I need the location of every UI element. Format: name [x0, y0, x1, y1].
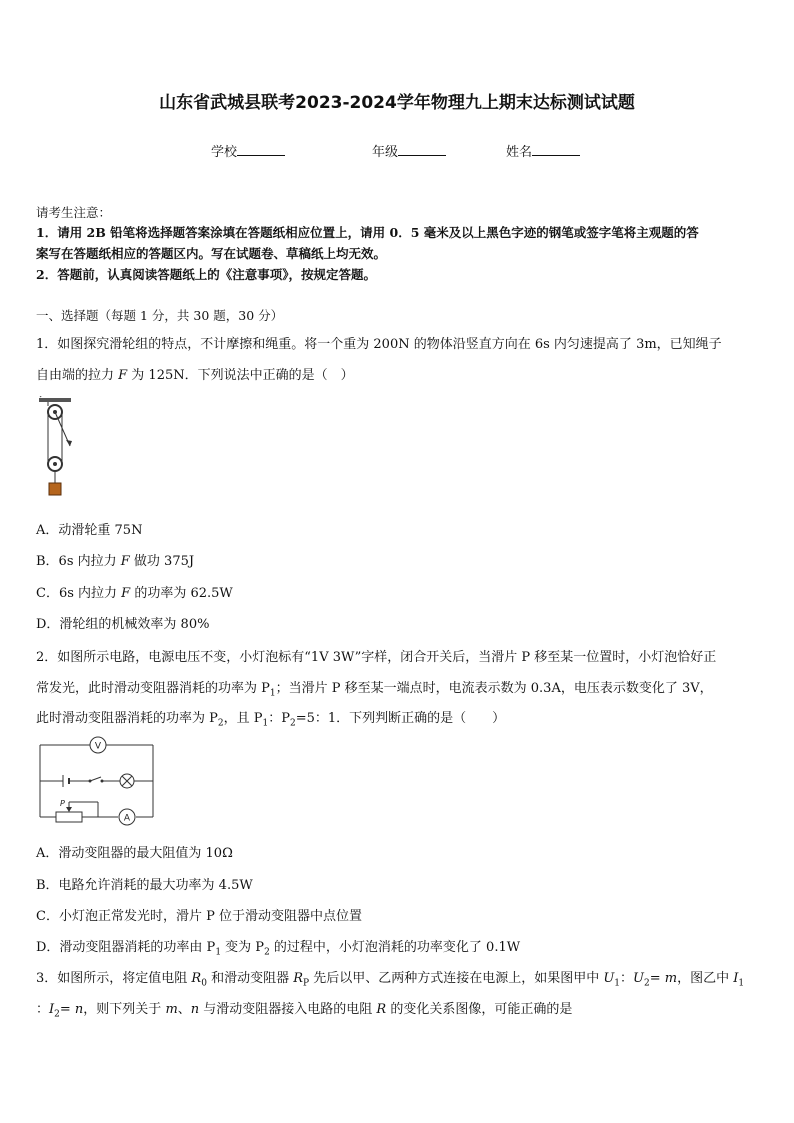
q2-option-d — [36, 936, 520, 958]
q2-line-3-text-d: =5：1．下列判断正确的是（ ） — [295, 711, 506, 726]
q1-option-c-text-a: C．6s 内拉力 — [36, 586, 122, 601]
page-title: 山东省武城县联考2023-2024学年物理九上期末达标测试试题 — [159, 93, 635, 113]
q2-line-3-text-a: 此时滑动变阻器消耗的功率为 P — [36, 711, 218, 726]
notice-line-3: 2．答题前，认真阅读答题纸上的《注意事项》，按规定答题。 — [36, 267, 376, 282]
q3-var-i1: I — [733, 971, 739, 986]
name-label: 姓名 — [506, 145, 533, 160]
q2-option-a: A．滑动变阻器的最大阻值为 10Ω — [36, 846, 233, 861]
grade-blank — [398, 143, 446, 156]
q2-option-d-text-c: 的过程中，小灯泡消耗的功率变化了 0.1W — [269, 940, 521, 955]
q3-var-r0-sub: 0 — [201, 978, 207, 989]
grade-label: 年级 — [372, 145, 399, 160]
q3-line-2-text-d: 、 — [177, 1002, 191, 1017]
notice-line-1: 1．请用 2B 铅笔将选择题答案涂填在答题纸相应位置上，请用 0．5 毫米及以上黑色字迹的钢笔或签字笔将主观题的答 — [36, 225, 699, 240]
q1-option-b-text-a: B．6s 内拉力 — [36, 554, 121, 569]
q2-line-2-text-b: ；当滑片 P 移至某一端点时，电流表示数为 0.3A，电压表示数变化了 3V， — [275, 681, 713, 696]
q1-text-b: 为 125N．下列说法中正确的是（ ） — [127, 368, 354, 383]
q3-text-e: = — [649, 971, 665, 986]
q2-option-d-sub-2: 2 — [264, 947, 270, 958]
circuit-diagram — [36, 736, 158, 828]
q3-text-d: ： — [620, 971, 634, 986]
q3-line-2-text-f: 的变化关系图像，可能正确的是 — [386, 1002, 573, 1017]
q2-option-d-text-b: 变为 P — [221, 940, 265, 955]
notice-line-2: 案写在答题纸相应的答题区内。写在试题卷、草稿纸上均无效。 — [36, 246, 387, 261]
weight-block — [49, 483, 61, 495]
slider-label: P — [60, 799, 65, 808]
q1-line-1: 1．如图探究滑轮组的特点，不计摩擦和绳重。将一个重为 200N 的物体沿竖直方向在 6s 内匀速提高了 3m，已知绳子 — [36, 337, 722, 352]
q1-option-c-var: F — [121, 586, 131, 601]
q3-var-i2-sub: 2 — [54, 1009, 60, 1020]
q1-option-b-var: F — [120, 554, 130, 569]
voltmeter-label: V — [94, 741, 102, 752]
q3-var-r: R — [376, 1002, 387, 1017]
pulley-diagram — [36, 396, 80, 500]
q3-var-m-2: m — [165, 1002, 178, 1017]
q2-line-3-text-c: ：P — [268, 711, 290, 726]
q3-line-2-text-c: ，则下列关于 — [83, 1002, 166, 1017]
q3-var-u2: U — [633, 971, 645, 986]
school-field — [211, 141, 285, 160]
name-blank — [532, 143, 580, 156]
q2-option-d-sub-1: 1 — [215, 947, 222, 958]
q3-var-u1: U — [603, 971, 615, 986]
q1-option-c — [36, 582, 233, 601]
ammeter-label: A — [123, 813, 131, 824]
name-field — [506, 141, 580, 160]
q2-line-2-sub: 1 — [269, 688, 276, 699]
q3-var-i1-sub: 1 — [738, 978, 745, 989]
q3-line-1 — [36, 967, 744, 989]
q1-option-b — [36, 550, 194, 569]
force-arrow — [66, 440, 72, 446]
q1-option-d: D．滑轮组的机械效率为 80% — [36, 617, 210, 632]
q3-text-c: 先后以甲、乙两种方式连接在电源上，如果图甲中 — [309, 971, 604, 986]
q2-line-3 — [36, 707, 505, 729]
q3-text-b: 和滑动变阻器 — [206, 971, 294, 986]
q1-option-b-text-b: 做功 375J — [129, 554, 195, 569]
q3-var-n: n — [74, 1002, 84, 1017]
q3-var-u1-sub: 1 — [614, 978, 621, 989]
school-label: 学校 — [211, 145, 238, 160]
q3-var-i2: I — [49, 1002, 55, 1017]
q3-text-f: ，图乙中 — [677, 971, 734, 986]
q3-var-rp: R — [293, 971, 303, 986]
q3-var-rp-sub: P — [303, 978, 310, 989]
q2-line-1: 2．如图所示电路，电源电压不变，小灯泡标有“1V 3W”字样，闭合开关后，当滑片 P 移至某一位置时，小灯泡恰好正 — [36, 650, 717, 665]
q3-line-2-text-a: ： — [36, 1002, 50, 1017]
q1-option-c-text-b: 的功率为 62.5W — [130, 586, 233, 601]
switch-icon — [90, 777, 101, 781]
school-blank — [237, 143, 285, 156]
q3-line-2 — [36, 998, 572, 1020]
q2-line-3-sub-2: 1 — [262, 718, 269, 729]
ceiling-support — [39, 398, 71, 402]
q3-line-2-text-b: = — [59, 1002, 75, 1017]
q2-line-3-sub-1: 2 — [217, 718, 224, 729]
q1-line-2 — [36, 364, 354, 383]
q3-text-a: 3．如图所示，将定值电阻 — [36, 971, 192, 986]
q3-var-m: m — [664, 971, 678, 986]
q3-var-n-2: n — [190, 1002, 200, 1017]
notice-heading: 请考生注意： — [36, 205, 112, 220]
q1-text-a: 自由端的拉力 — [36, 368, 119, 383]
q2-option-d-text-a: D．滑动变阻器消耗的功率由 P — [36, 940, 216, 955]
q3-var-r0: R — [191, 971, 202, 986]
q2-line-3-text-b: ，且 P — [223, 711, 263, 726]
q2-option-c: C．小灯泡正常发光时，滑片 P 位于滑动变阻器中点位置 — [36, 909, 362, 924]
rheostat-icon — [56, 812, 82, 822]
q1-var-f: F — [118, 368, 128, 383]
grade-field — [372, 141, 446, 160]
section-heading: 一、选择题（每题 1 分，共 30 题，30 分） — [36, 308, 284, 323]
q3-line-2-text-e: 与滑动变阻器接入电路的电阻 — [199, 1002, 377, 1017]
q2-option-b: B．电路允许消耗的最大功率为 4.5W — [36, 878, 253, 893]
slider-arrow-icon — [66, 807, 72, 812]
q2-line-3-sub-3: 2 — [290, 718, 296, 729]
q2-line-2-text-a: 常发光，此时滑动变阻器消耗的功率为 P — [36, 681, 270, 696]
q1-option-a: A．动滑轮重 75N — [36, 523, 143, 538]
q2-line-2 — [36, 677, 713, 699]
q3-var-u2-sub: 2 — [644, 978, 650, 989]
